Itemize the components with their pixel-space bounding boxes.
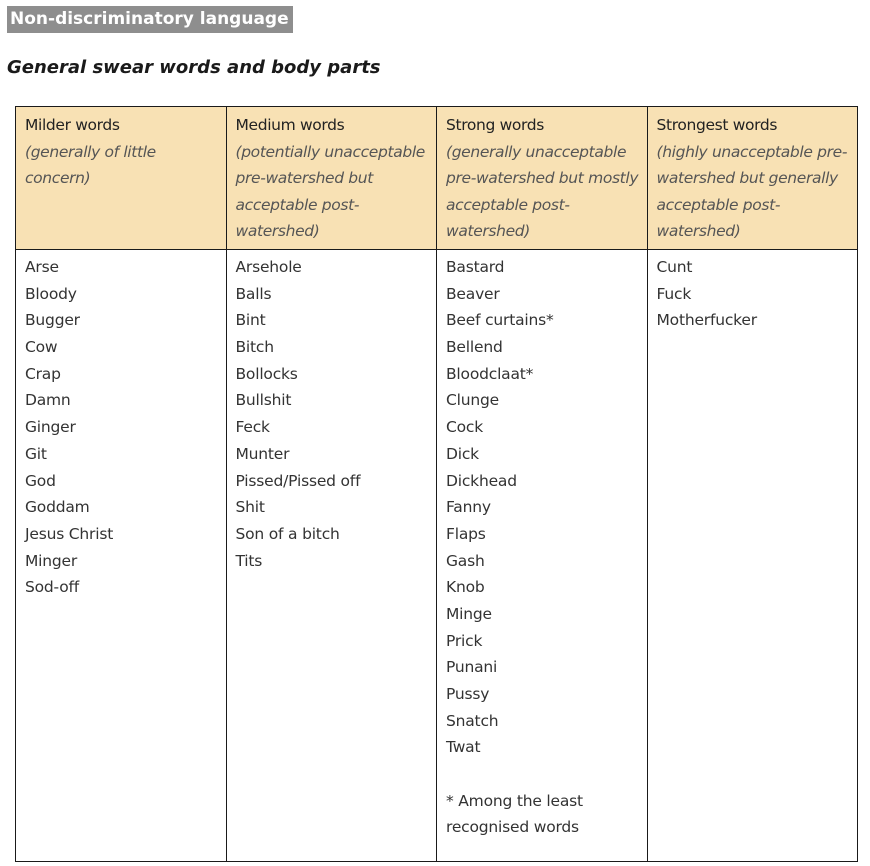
list-item: Snatch xyxy=(446,711,499,730)
column-header-strong xyxy=(437,107,648,250)
section-title: Non-discriminatory language xyxy=(7,6,293,33)
list-item: Bollocks xyxy=(235,364,298,383)
list-item: Flaps xyxy=(446,524,486,543)
list-item: Bitch xyxy=(235,338,274,357)
column-heading: Strong words xyxy=(446,116,544,134)
list-item: Dickhead xyxy=(446,471,517,490)
word-list xyxy=(236,254,431,574)
list-item: Motherfucker xyxy=(656,311,757,330)
list-item: Bloody xyxy=(25,284,77,303)
list-item: Fanny xyxy=(446,498,491,517)
swear-words-table xyxy=(15,106,858,862)
list-item: Clunge xyxy=(446,391,499,410)
column-heading: Milder words xyxy=(25,116,120,134)
list-item: Punani xyxy=(446,658,498,677)
column-header-strongest xyxy=(647,107,858,250)
list-item: Bullshit xyxy=(235,391,292,410)
list-item: Damn xyxy=(25,391,71,410)
list-item: Cow xyxy=(25,338,58,357)
table-header-row xyxy=(16,107,858,250)
list-item: Jesus Christ xyxy=(25,524,114,543)
list-item: Fuck xyxy=(656,284,692,303)
column-header-medium xyxy=(226,107,437,250)
list-item: Cunt xyxy=(656,258,693,276)
list-item: Bloodclaat* xyxy=(446,364,534,383)
word-list xyxy=(446,254,641,761)
list-item: Bint xyxy=(235,311,266,330)
column-heading: Medium words xyxy=(235,116,345,134)
list-item: Shit xyxy=(235,498,265,517)
subtitle: General swear words and body parts xyxy=(7,57,381,78)
list-item: Ginger xyxy=(25,418,76,437)
list-item: Gash xyxy=(446,551,485,570)
list-item: Munter xyxy=(235,444,290,463)
footnote: * Among the least recognised words xyxy=(446,791,583,837)
list-item: Minger xyxy=(25,551,78,570)
list-item: Prick xyxy=(446,631,483,650)
list-item: Son of a bitch xyxy=(235,524,340,543)
list-item: Minge xyxy=(446,604,492,623)
list-item: Balls xyxy=(235,284,272,303)
list-item: Pussy xyxy=(446,685,490,703)
column-description: (highly unacceptable pre-watershed but generally acceptable post-watershed) xyxy=(656,142,848,240)
column-description: (generally of little concern) xyxy=(25,142,156,187)
list-item: Crap xyxy=(25,364,61,383)
list-item: Arsehole xyxy=(235,258,302,276)
word-list xyxy=(657,254,852,334)
column-cell-medium xyxy=(226,250,437,862)
list-item: Bellend xyxy=(446,338,503,357)
list-item: Tits xyxy=(235,551,263,570)
list-item: Twat xyxy=(446,738,481,757)
list-item: Sod-off xyxy=(25,578,80,597)
list-item: Feck xyxy=(235,418,270,437)
list-item: Arse xyxy=(25,258,59,276)
list-item: Git xyxy=(25,444,47,463)
column-header-milder xyxy=(16,107,227,250)
list-item: Beaver xyxy=(446,284,500,303)
list-item: Cock xyxy=(446,418,484,437)
list-item: Goddam xyxy=(25,498,90,517)
word-list xyxy=(25,254,220,601)
column-cell-strongest xyxy=(647,250,858,862)
list-item: Bugger xyxy=(25,311,80,330)
list-item: Dick xyxy=(446,444,479,463)
table-body-row xyxy=(16,250,858,862)
column-description: (generally unacceptable pre-watershed but mostly acceptable post-watershed) xyxy=(446,142,639,240)
list-item: God xyxy=(25,471,56,490)
list-item: Pissed/Pissed off xyxy=(235,471,361,490)
column-heading: Strongest words xyxy=(656,116,778,134)
column-description: (potentially unacceptable pre-watershed but acceptable post-watershed) xyxy=(235,142,425,240)
list-item: Bastard xyxy=(446,258,505,276)
column-cell-milder xyxy=(16,250,227,862)
column-cell-strong xyxy=(437,250,648,862)
list-item: Beef curtains* xyxy=(446,311,554,330)
list-item: Knob xyxy=(446,578,485,597)
